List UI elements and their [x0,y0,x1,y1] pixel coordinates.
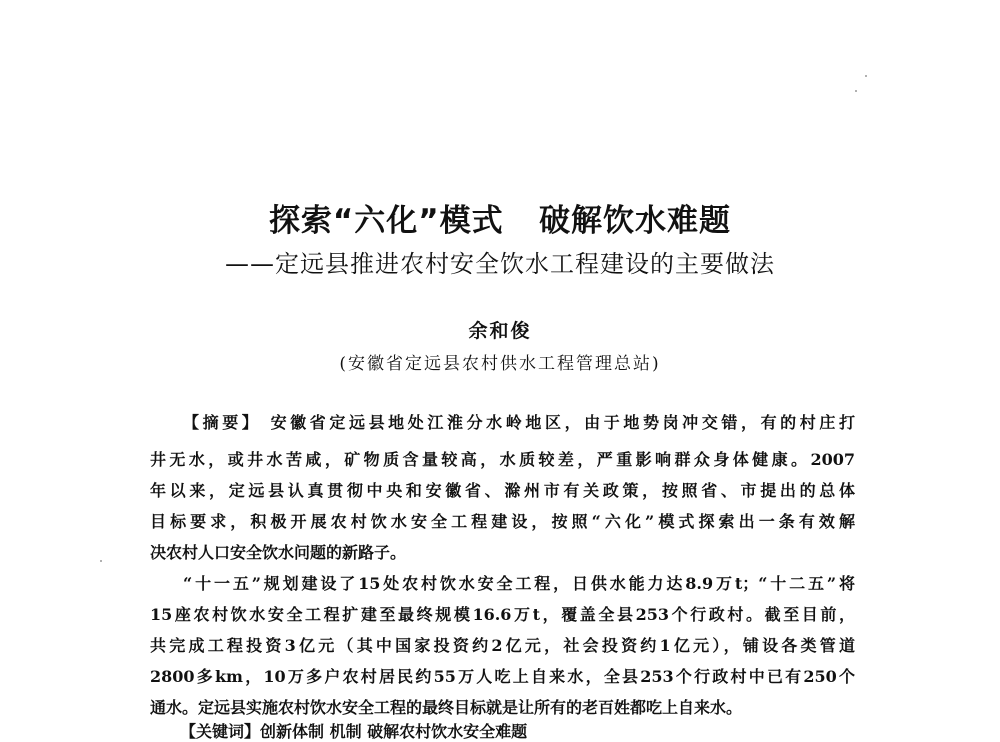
abstract-line: 2800多km，10万多户农村居民约55万人吃上自来水，全县253个行政村中已有250个 [150,667,855,686]
abstract-line: 15座农村饮水安全工程扩建至最终规模16.6万t，覆盖全县253个行政村。截至目前， [150,605,855,624]
abstract-line: 【摘要】 安徽省定远县地处江淮分水岭地区，由于地势岗冲交错，有的村庄打 [183,413,855,432]
author-affiliation: (安徽省定远县农村供水工程管理总站) [339,354,661,374]
keywords-label: 【关键词】 [180,722,261,741]
abstract-line: “十一五”规划建设了15处农村饮水安全工程，日供水能力达8.9万t；“十二五”将 [183,574,855,593]
scan-speck [100,560,102,562]
author-name: 余和俊 [468,320,532,342]
scan-speck [865,75,867,77]
paper-title: 探索“六化”模式 破解饮水难题 [268,203,732,239]
abstract-line: 目标要求，积极开展农村饮水安全工程建设，按照“六化”模式探索出一条有效解 [150,512,855,531]
keywords-line [180,722,527,742]
abstract-line: 共完成工程投资3亿元（其中国家投资约2亿元，社会投资约1亿元），铺设各类管道 [150,636,855,655]
abstract-label: 【摘要】 [183,413,262,432]
keywords-text: 创新体制 机制 破解农村饮水安全难题 [260,722,528,741]
abstract-line: 年以来，定远县认真贯彻中央和安徽省、滁州市有关政策，按照省、市提出的总体 [150,481,855,500]
scan-speck [855,90,857,92]
abstract-line: 井无水，或井水苦咸，矿物质含量较高，水质较差，严重影响群众身体健康。2007 [150,450,855,469]
abstract-line: 决农村人口安全饮水问题的新路子。 [150,543,407,562]
paper-subtitle: ——定远县推进农村安全饮水工程建设的主要做法 [225,250,775,278]
abstract-line: 通水。定远县实施农村饮水安全工程的最终目标就是让所有的老百姓都吃上自来水。 [150,698,743,717]
